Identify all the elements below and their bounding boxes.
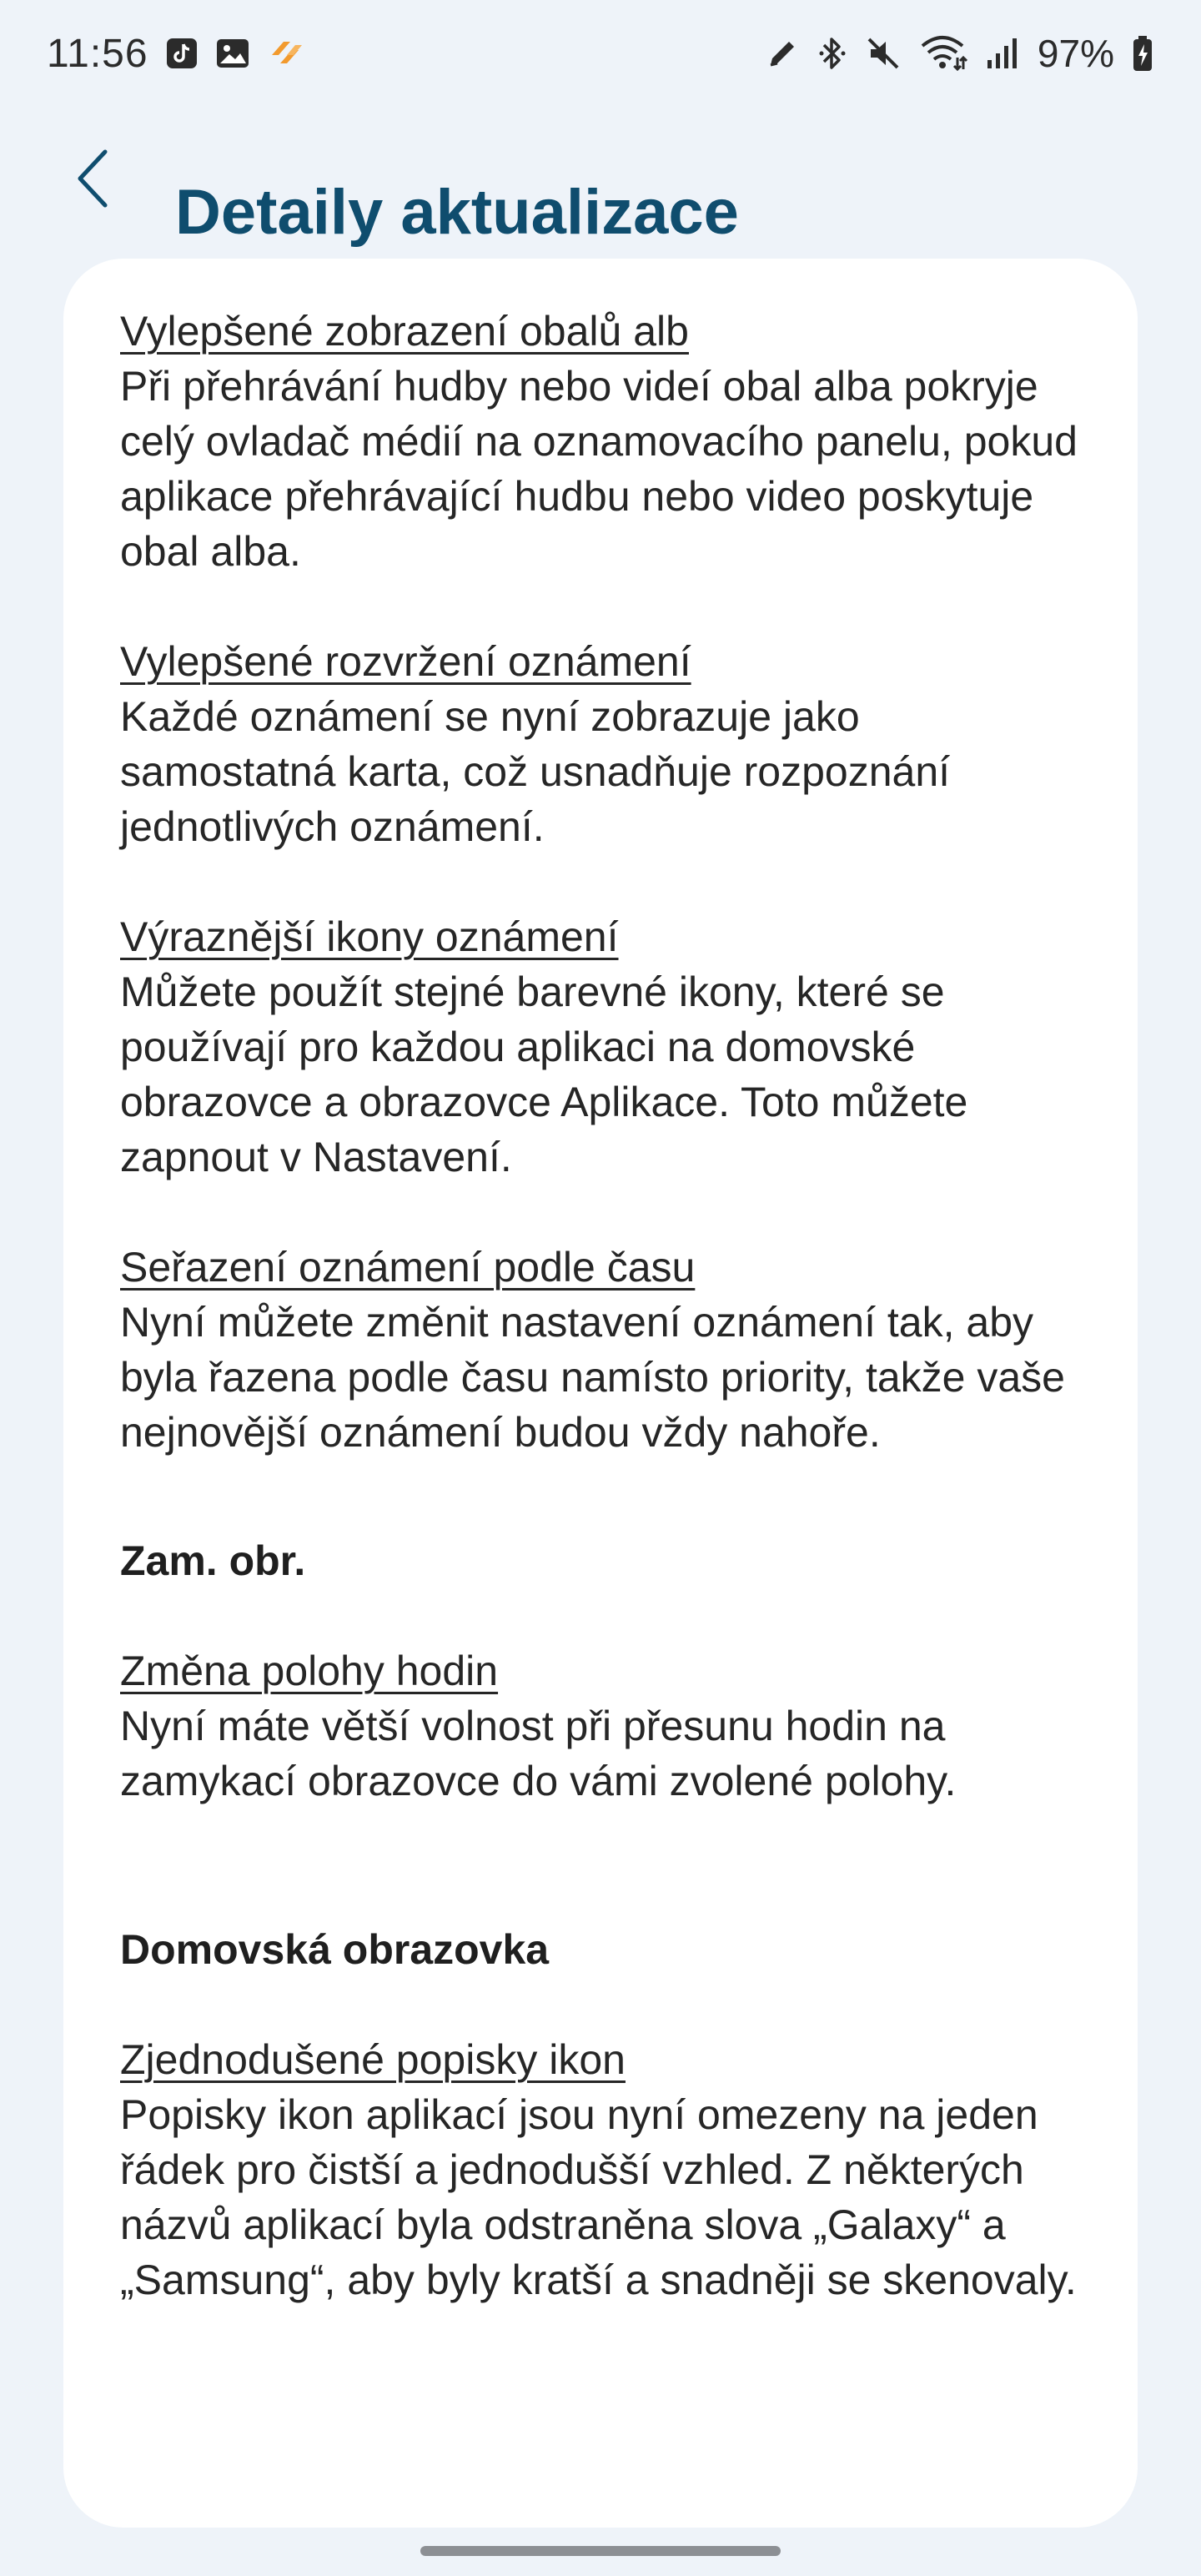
feature-item: [120, 909, 1081, 1185]
mute-icon: [864, 34, 902, 73]
section-heading-home-screen: Domovská obrazovka: [120, 1926, 550, 1973]
feature-description: Můžete použít stejné barevné ikony, které se používají pro každou aplikaci na domovské obrazovce a obrazovce Aplikace. Toto můžete zapnout v Nastavení.: [120, 969, 968, 1180]
app-notification-icon: [267, 37, 307, 70]
feature-description: Nyní máte větší volnost při přesunu hodin na zamykací obrazovce do vámi zvolené polohy.: [120, 1703, 957, 1804]
feature-item: [120, 1240, 1081, 1460]
chevron-left-icon: [68, 145, 118, 216]
feature-item: [120, 1643, 1081, 1809]
status-right: [764, 31, 1154, 76]
status-bar: [0, 0, 1201, 107]
feature-item: [120, 634, 1081, 854]
wifi-icon: [919, 34, 967, 73]
back-button[interactable]: [53, 140, 133, 220]
battery-percent: 97%: [1037, 32, 1114, 75]
feature-description: Každé oznámení se nyní zobrazuje jako samostatná karta, což usnadňuje rozpoznání jednotlivých oznámení.: [120, 693, 951, 850]
app-header: [0, 125, 1201, 248]
feature-title: Vylepšené rozvržení oznámení: [120, 638, 691, 685]
feature-description: Popisky ikon aplikací jsou nyní omezeny na jeden řádek pro čistší a jednodušší vzhled. Z některých názvů aplikací byla odstraněna slova „Galaxy“ a „Samsung“, aby byly kratší a snadněji se skenovaly.: [120, 2091, 1077, 2303]
feature-description: Nyní můžete změnit nastavení oznámení tak, aby byla řazena podle času namísto priority, takže vaše nejnovější oznámení budou vždy nahoře.: [120, 1299, 1065, 1456]
signal-icon: [984, 35, 1021, 72]
page-title: Detaily aktualizace: [175, 176, 739, 248]
update-details-card[interactable]: [63, 259, 1138, 2528]
status-left: [47, 31, 307, 77]
feature-title: Vylepšené zobrazení obalů alb: [120, 308, 689, 355]
feature-description: Při přehrávání hudby nebo videí obal alba pokryje celý ovladač médií na oznamovacího panelu, pokud aplikace přehrávající hudbu nebo video poskytuje obal alba.: [120, 363, 1078, 575]
feature-title: Výraznější ikony oznámení: [120, 913, 619, 960]
tiktok-icon: [165, 37, 198, 70]
update-details-content: [63, 259, 1138, 2307]
feature-item: [120, 304, 1081, 579]
bluetooth-icon: [817, 33, 847, 73]
feature-item: [120, 2032, 1081, 2307]
section-heading-lock-screen: Zam. obr.: [120, 1537, 306, 1584]
status-time: 11:56: [47, 31, 148, 76]
home-indicator[interactable]: [420, 2546, 781, 2556]
feature-title: Seřazení oznámení podle času: [120, 1244, 696, 1291]
battery-icon: [1131, 34, 1154, 73]
feature-title: Změna polohy hodin: [120, 1648, 499, 1694]
feature-title: Zjednodušené popisky ikon: [120, 2036, 626, 2083]
edit-icon: [764, 35, 801, 72]
gallery-icon: [215, 37, 250, 70]
